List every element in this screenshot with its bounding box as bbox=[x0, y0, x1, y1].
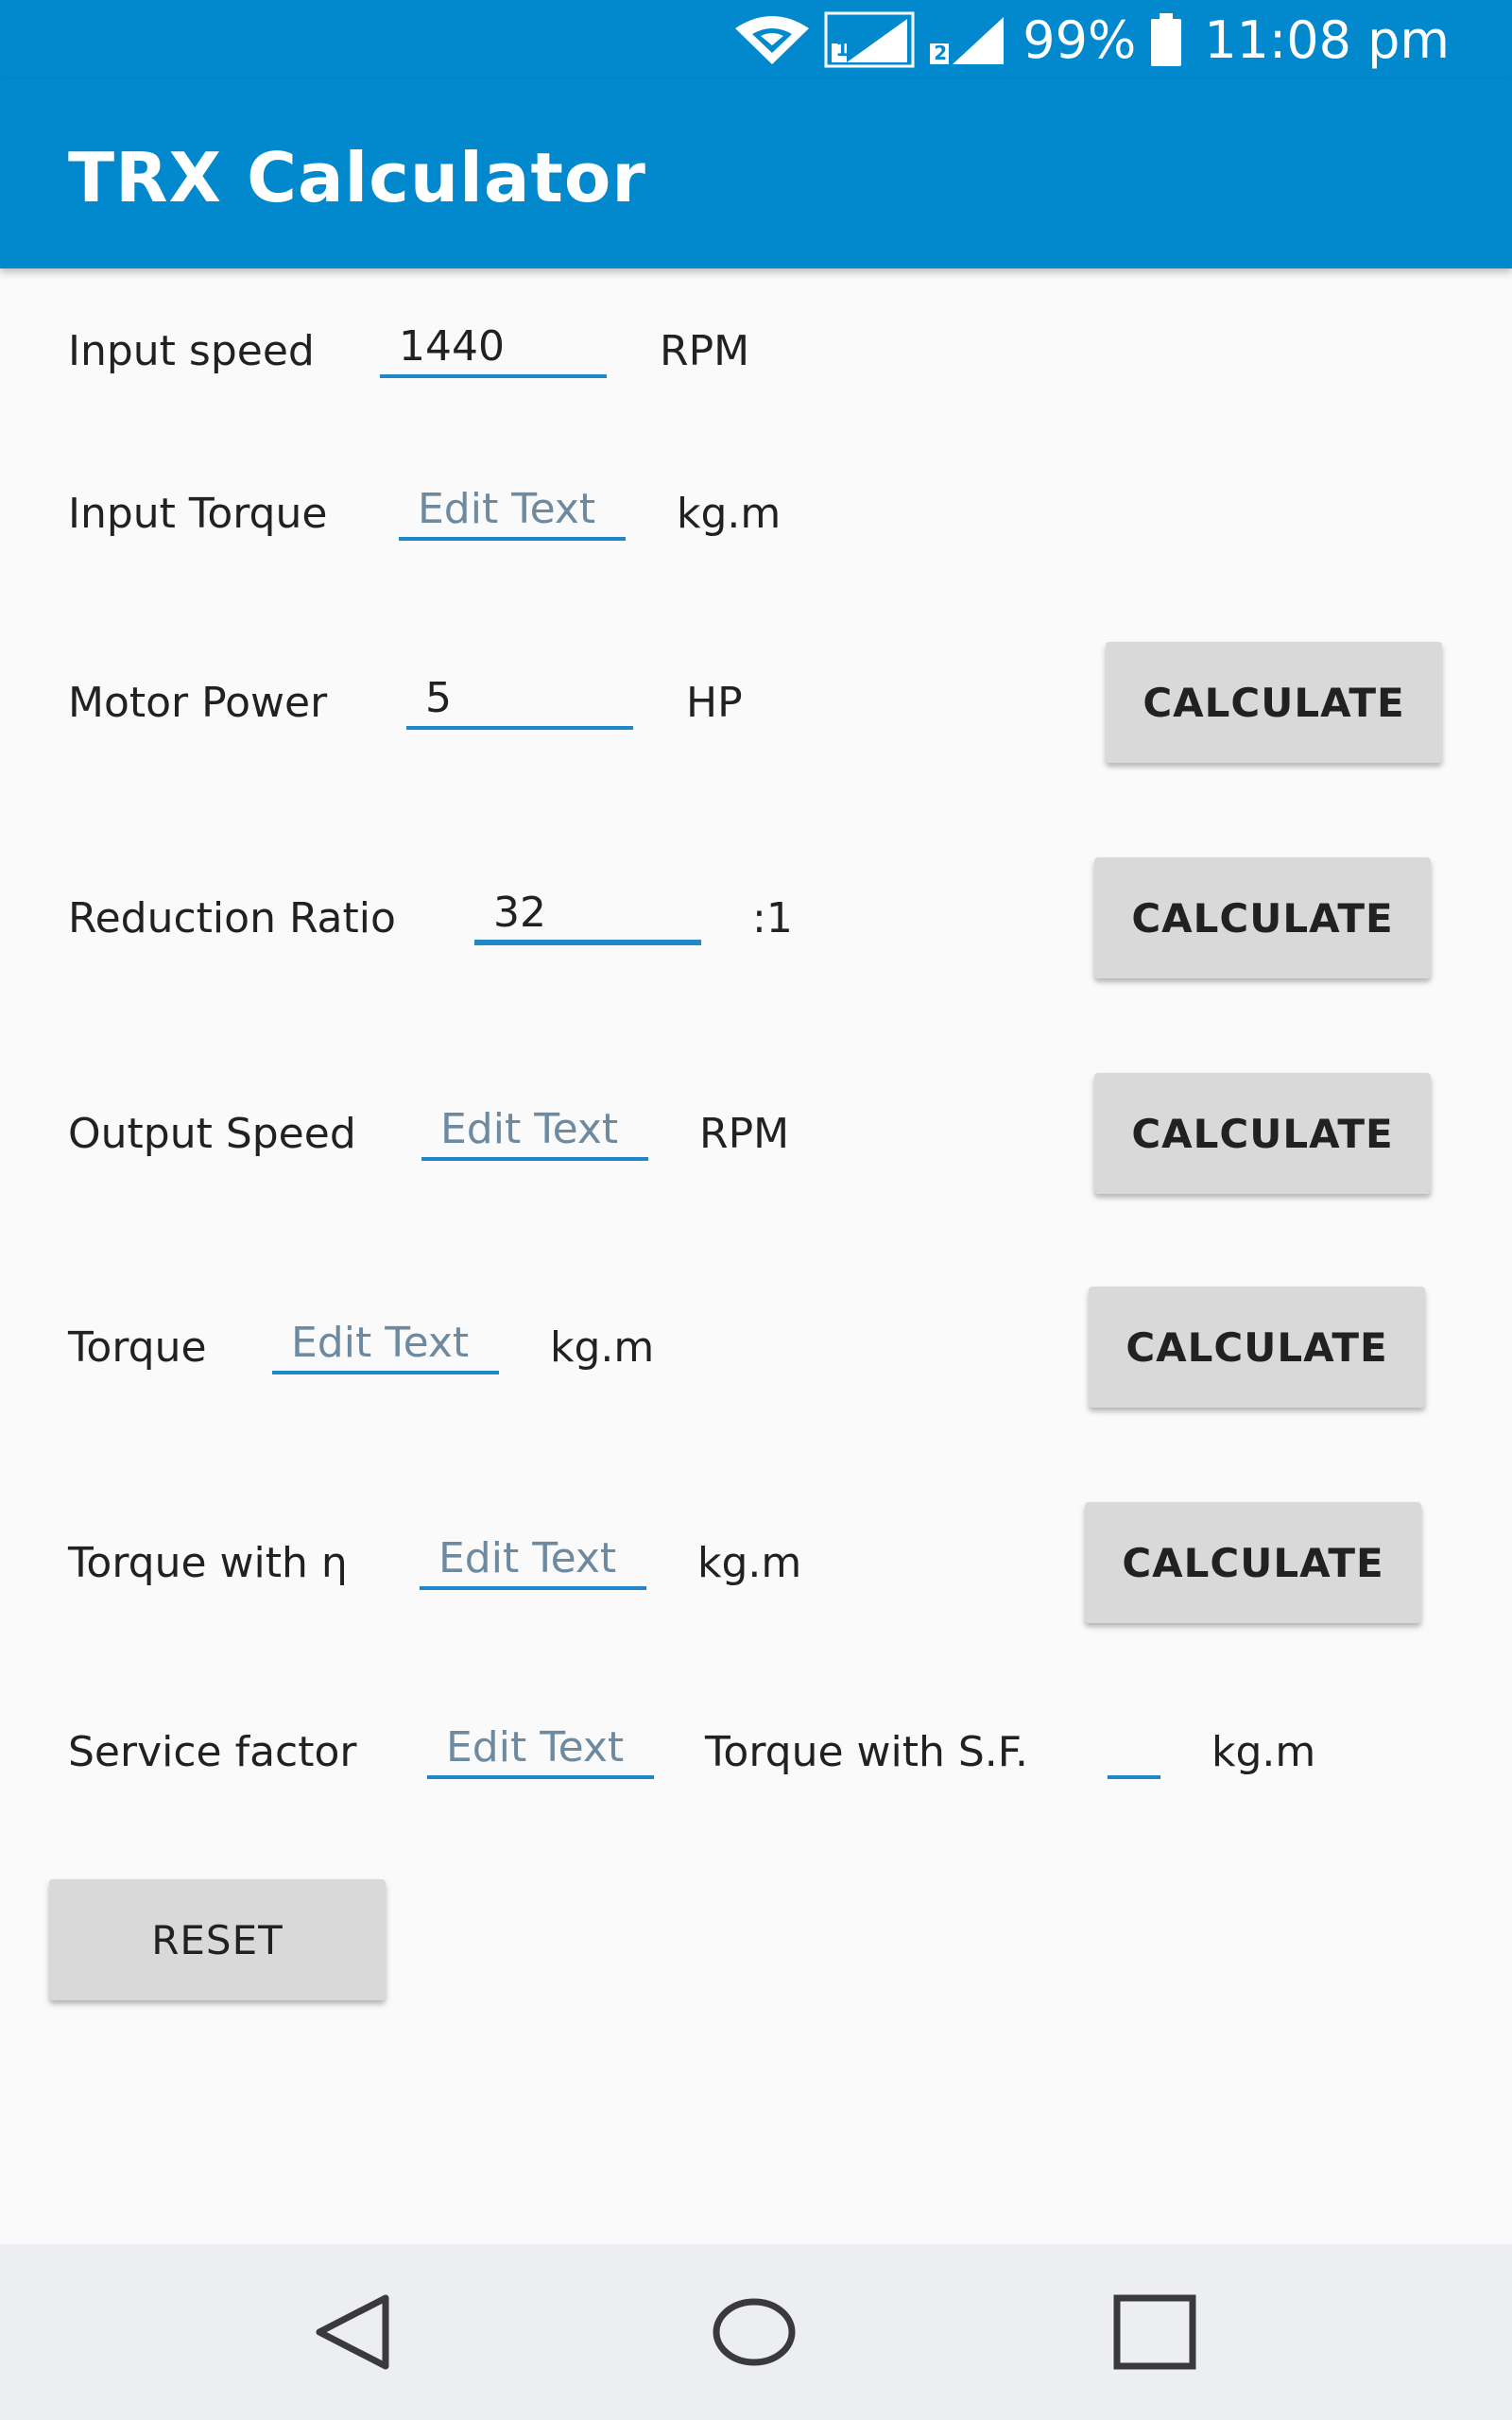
motor-power-field[interactable] bbox=[406, 669, 633, 730]
output-speed-unit: RPM bbox=[699, 1110, 790, 1158]
clock: 11:08 pm bbox=[1204, 9, 1450, 70]
reduction-ratio-unit: :1 bbox=[752, 894, 793, 942]
calculate-torque-eta-button[interactable]: CALCULATE bbox=[1085, 1502, 1421, 1623]
status-bar bbox=[0, 0, 1512, 79]
nav-back-icon[interactable] bbox=[308, 2285, 403, 2379]
motor-power-label: Motor Power bbox=[68, 679, 328, 727]
torque-eta-field[interactable] bbox=[420, 1530, 646, 1590]
battery-icon bbox=[1149, 11, 1183, 68]
input-torque-label: Input Torque bbox=[68, 490, 328, 538]
service-factor-label: Service factor bbox=[68, 1728, 357, 1776]
service-factor-field[interactable] bbox=[427, 1719, 654, 1779]
sim2-signal-icon bbox=[928, 11, 1009, 68]
torque-sf-unit: kg.m bbox=[1211, 1728, 1316, 1776]
torque-field[interactable] bbox=[272, 1314, 499, 1374]
output-speed-field[interactable] bbox=[421, 1100, 648, 1161]
navigation-bar bbox=[0, 2244, 1512, 2420]
battery-percent: 99% bbox=[1022, 9, 1137, 70]
input-torque-field[interactable] bbox=[399, 480, 626, 541]
input-speed-field[interactable] bbox=[380, 318, 607, 378]
calculate-reduction-ratio-button[interactable]: CALCULATE bbox=[1094, 857, 1431, 978]
reduction-ratio-label: Reduction Ratio bbox=[68, 894, 396, 942]
reset-button[interactable]: RESET bbox=[49, 1879, 386, 2000]
input-torque-unit: kg.m bbox=[677, 490, 782, 538]
calculate-torque-button[interactable]: CALCULATE bbox=[1089, 1287, 1425, 1408]
nav-home-icon[interactable] bbox=[707, 2285, 801, 2379]
output-speed-label: Output Speed bbox=[68, 1110, 356, 1158]
torque-sf-label: Torque with S.F. bbox=[705, 1728, 1028, 1776]
calculate-motor-power-button[interactable]: CALCULATE bbox=[1106, 642, 1442, 763]
sim1-signal-icon bbox=[824, 11, 915, 68]
torque-eta-label: Torque with η bbox=[68, 1539, 348, 1587]
nav-recents-icon[interactable] bbox=[1108, 2285, 1202, 2379]
input-speed-label: Input speed bbox=[68, 327, 315, 375]
input-speed-unit: RPM bbox=[660, 327, 750, 375]
app-title: TRX Calculator bbox=[68, 138, 646, 217]
wifi-icon bbox=[733, 11, 811, 68]
app-bar bbox=[0, 79, 1512, 268]
torque-sf-field[interactable] bbox=[1108, 1719, 1160, 1779]
torque-label: Torque bbox=[68, 1323, 207, 1372]
reduction-ratio-field[interactable] bbox=[474, 885, 701, 945]
status-icons bbox=[733, 0, 1450, 79]
motor-power-unit: HP bbox=[686, 679, 743, 727]
calculator-form bbox=[0, 268, 1512, 2244]
sim1-label: 1 bbox=[835, 38, 850, 60]
torque-eta-unit: kg.m bbox=[697, 1539, 802, 1587]
torque-unit: kg.m bbox=[550, 1323, 655, 1372]
calculate-output-speed-button[interactable]: CALCULATE bbox=[1094, 1073, 1431, 1194]
sim2-label: 2 bbox=[934, 42, 948, 64]
